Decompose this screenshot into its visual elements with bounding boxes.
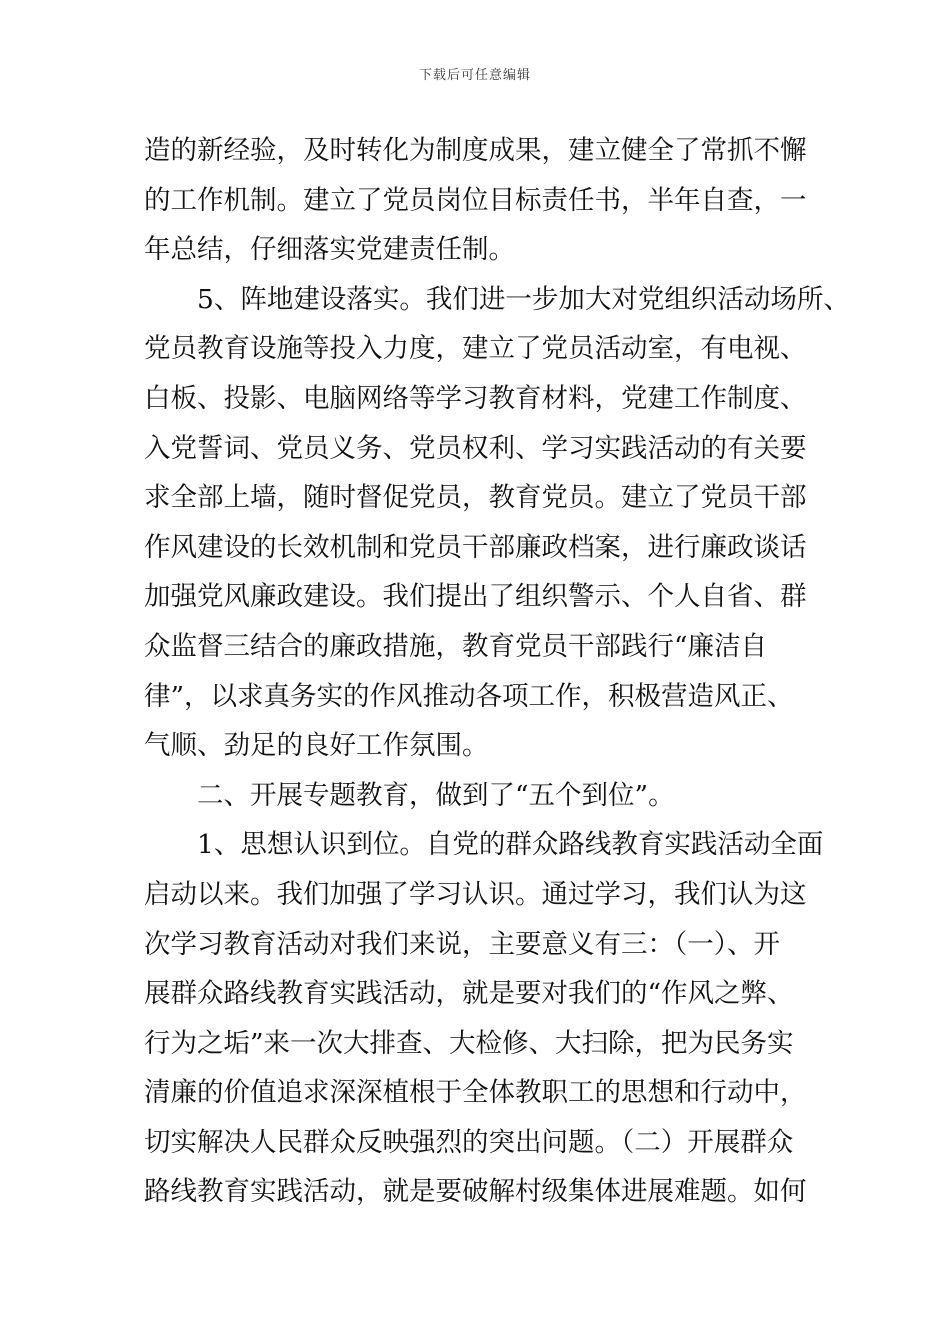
text-line: 1、思想认识到位。自党的群众路线教育实践活动全面 — [144, 829, 824, 861]
text-line: 加强党风廉政建设。我们提出了组织警示、个人自省、群 — [144, 581, 807, 613]
text-line: 党员教育设施等投入力度，建立了党员活动室，有电视、 — [144, 333, 807, 365]
text-line: 路线教育实践活动，就是要破解村级集体进展难题。如何 — [144, 1176, 807, 1208]
text-line: 造的新经验，及时转化为制度成果，建立健全了常抓不懈 — [144, 135, 807, 166]
text-line: 5、阵地建设落实。我们进一步加大对党组织活动场所、 — [144, 283, 850, 315]
text-line: 次学习教育活动对我们来说，主要意义有三：（一）、开 — [144, 928, 780, 960]
text-line: 入党誓词、党员义务、党员权利、学习实践活动的有关要 — [144, 432, 807, 464]
document-body — [144, 126, 850, 1217]
text-line: 启动以来。我们加强了学习认识。通过学习，我们认为这 — [144, 878, 807, 910]
text-line: 作风建设的长效机制和党员干部廉政档案，进行廉政谈话 — [144, 531, 807, 563]
text-line: 二、开展专题教育，做到了“五个到位”。 — [144, 779, 675, 811]
text-line: 律”，以求真务实的作风推动各项工作，积极营造风正、 — [144, 680, 794, 712]
text-line: 众监督三结合的廉政措施，教育党员干部践行“廉洁自 — [144, 630, 768, 662]
text-line: 年总结，仔细落实党建责任制。 — [144, 234, 515, 266]
text-line: 白板、投影、电脑网络等学习教育材料，党建工作制度、 — [144, 382, 807, 414]
text-line: 求全部上墙，随时督促党员，教育党员。建立了党员干部 — [144, 482, 807, 514]
text-line: 行为之垢”来一次大排查、大检修、大扫除，把为民务实 — [144, 1027, 794, 1059]
text-line: 气顺、劲足的良好工作氛围。 — [144, 730, 489, 762]
text-line: 的工作机制。建立了党员岗位目标责任书，半年自查，一 — [144, 184, 807, 216]
text-line: 切实解决人民群众反映强烈的突出问题。（二）开展群众 — [144, 1126, 794, 1158]
page-header-note: 下载后可任意编辑 — [418, 68, 531, 83]
text-line: 展群众路线教育实践活动，就是要对我们的“作风之弊、 — [144, 978, 794, 1010]
text-line: 清廉的价值追求深深植根于全体教职工的思想和行动中， — [144, 1077, 807, 1109]
